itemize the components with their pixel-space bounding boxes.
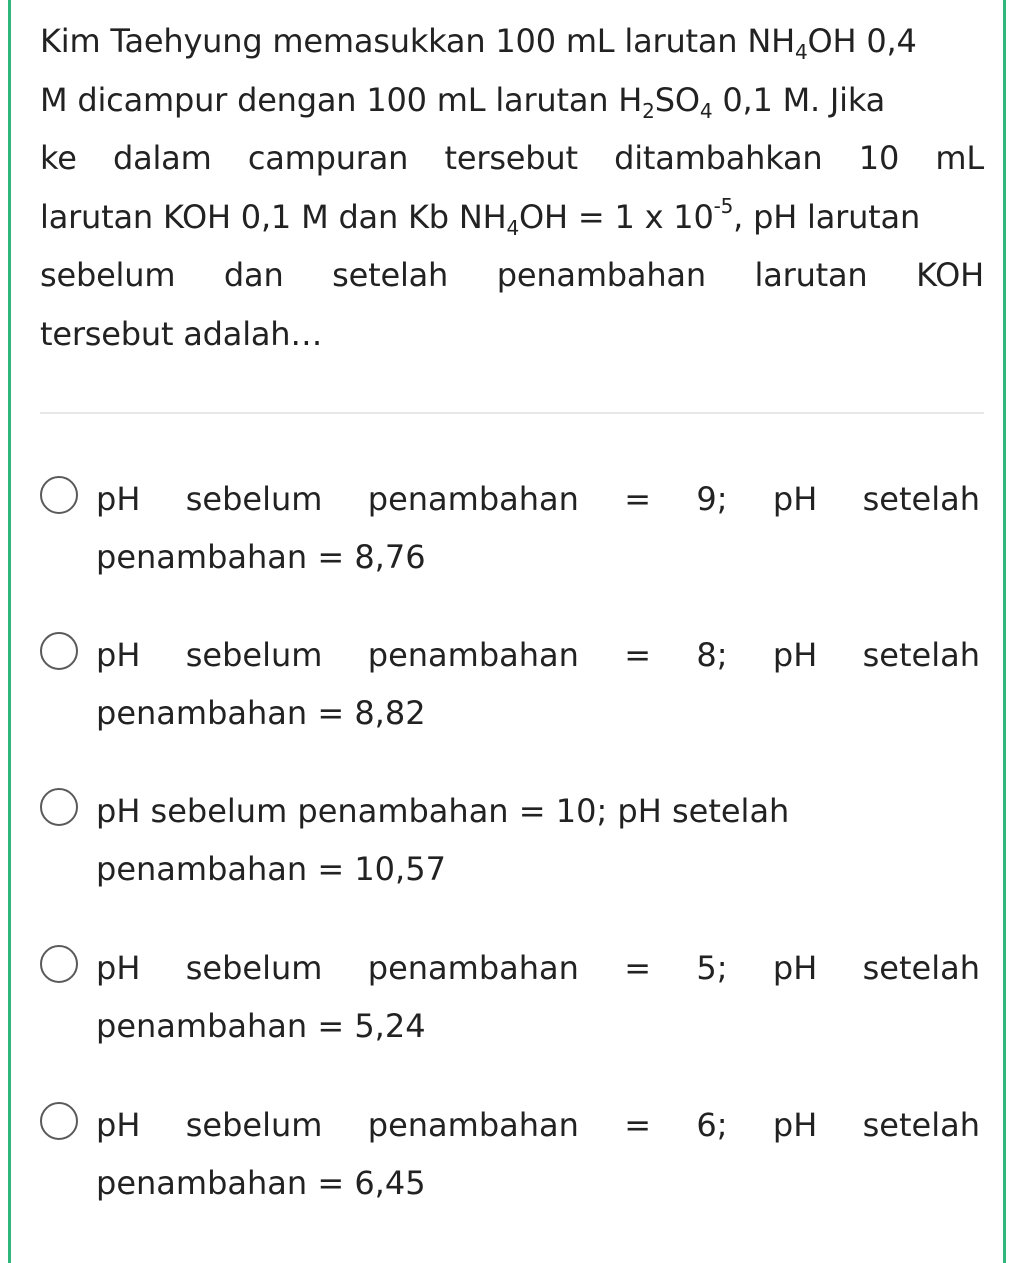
option-label-line: pH sebelum penambahan = 6; pH setelah [96, 1106, 980, 1144]
question-line-2 [40, 71, 984, 130]
option-label-line: penambahan = 5,24 [96, 1007, 426, 1045]
question-text-part: larutan KOH 0,1 M dan Kb NH [40, 197, 507, 236]
subscript: 4 [794, 40, 808, 64]
option-label [96, 782, 980, 898]
radio-button[interactable] [40, 788, 78, 826]
option-label-line: penambahan = 6,45 [96, 1164, 426, 1202]
question-text-part: , pH larutan [733, 197, 921, 236]
option-label-line: penambahan = 10,57 [96, 850, 446, 888]
question-text-part: 0,1 M. Jika [712, 80, 886, 119]
option-label-line: pH sebelum penambahan = 8; pH setelah [96, 636, 980, 674]
question-text-part: SO [654, 80, 700, 119]
subscript: 4 [699, 98, 713, 123]
question-card [8, 0, 1006, 1263]
answer-option-d[interactable] [40, 939, 984, 1069]
answer-option-a[interactable] [40, 470, 984, 600]
radio-button[interactable] [40, 1102, 78, 1140]
option-label-line: pH sebelum penambahan = 9; pH setelah [96, 480, 980, 518]
answer-option-e[interactable] [40, 1096, 984, 1226]
question-text [40, 12, 984, 363]
option-label-line: pH sebelum penambahan = 10; pH setelah [96, 792, 790, 830]
radio-button[interactable] [40, 476, 78, 514]
subscript: 2 [642, 98, 655, 123]
answer-option-c[interactable] [40, 782, 984, 912]
option-label [96, 626, 980, 742]
radio-button[interactable] [40, 945, 78, 983]
option-label-line: pH sebelum penambahan = 5; pH setelah [96, 949, 980, 987]
question-line-1 [40, 12, 984, 71]
option-label [96, 470, 980, 586]
radio-button[interactable] [40, 632, 78, 670]
question-text-part: M dicampur dengan 100 mL larutan H [40, 80, 643, 119]
subscript: 4 [506, 215, 520, 240]
answer-option-b[interactable] [40, 626, 984, 756]
question-text-part: OH 0,4 [807, 22, 917, 60]
superscript: -5 [713, 193, 734, 218]
question-line-6: tersebut adalah… [40, 314, 323, 353]
option-label-line: penambahan = 8,82 [96, 694, 426, 732]
question-line-3: ke dalam campuran tersebut ditambahkan 10 mL [40, 139, 984, 177]
option-label [96, 1096, 980, 1212]
divider [40, 412, 984, 414]
question-text-part: Kim Taehyung memasukkan 100 mL larutan NH [40, 22, 795, 60]
question-line-4 [40, 188, 984, 247]
question-text-part: OH = 1 x 10 [519, 197, 714, 236]
option-label-line: penambahan = 8,76 [96, 538, 426, 576]
question-line-5: sebelum dan setelah penambahan larutan KOH [40, 256, 984, 294]
option-label [96, 939, 980, 1055]
